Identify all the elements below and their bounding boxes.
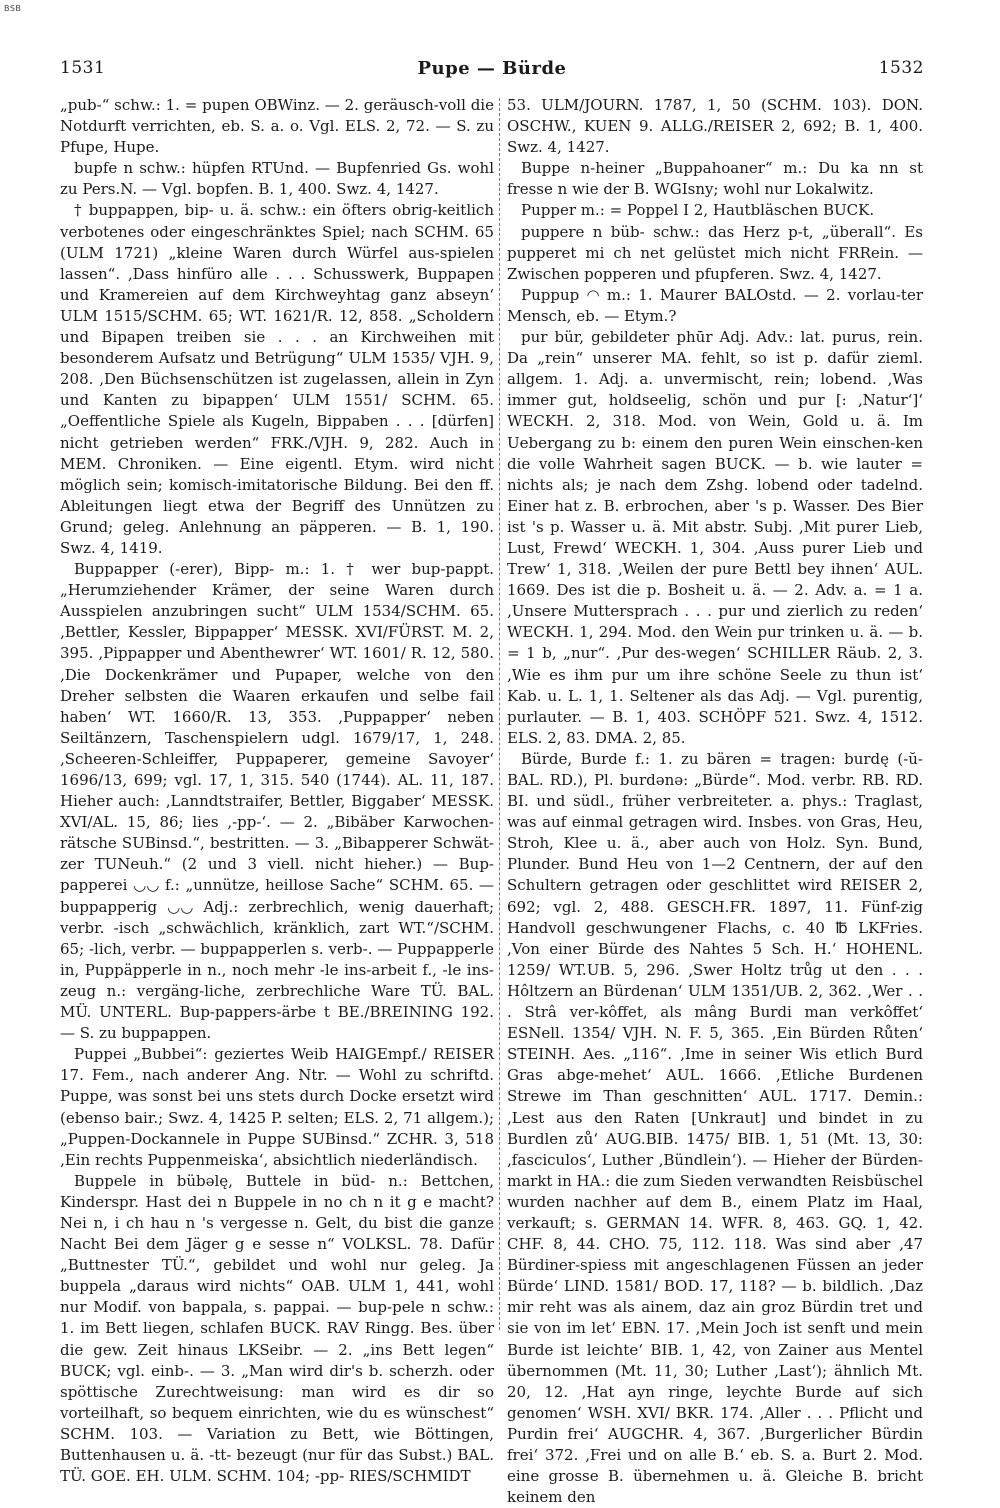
entry-continuation: 53. ULM/JOURN. 1787, 1, 50 (SCHM. 103). DON. OSCHW., KUEN 9. ALLG./REISER 2, 692; B. 1, 400. Swz. 4, 1427. bbox=[507, 96, 923, 157]
page-number-left: 1531 bbox=[60, 58, 106, 78]
column-divider bbox=[499, 98, 500, 1330]
entry-pur: pur bür, gebildeter phūr Adj. Adv.: lat. purus, rein. Da „rein“ unserer MA. fehlt, so ist p. dafür zieml. allgem. 1. Adj. a. unvermischt, rein; lobend. ‚Was immer gut, holdseelig, schön und pur [: ‚Natur‘]‘ WECKH. 2, 318. Mod. von Wein, Gold u. ä. Im Uebergang zu b: einem den puren Wein einschen-ken die volle Wahrheit sagen BUCK. — b. wie lauter = nichts als; je nach dem Zshg. lobend oder tadelnd. Einer hat z. B. erbrochen, aber 's p. Wasser. Des Bier ist 's p. Wasser u. ä. Mit abstr. Subj. ‚Mit purer Lieb, Lust, Frewd‘ WECKH. 1, 304. ‚Auss purer Lieb und Trew‘ 1, 318. ‚Weilen der pure Bettl bey ihnen‘ AUL. 1669. Des ist die p. Bosheit u. ä. — 2. Adv. a. = 1 a. ‚Unsere Muttersprach . . . pur und zierlich zu reden‘ WECKH. 1, 294. Mod. den Wein pur trinken u. ä. — b. = 1 b, „nur“. ‚Pur des-wegen‘ SCHILLER Räub. 2, 3. ‚Wie es ihm pur um ihre schöne Seele zu thun ist‘ Kab. u. L. 1, 1. Seltener als das Adj. — Vgl. purentig, purlauter. — B. 1, 403. SCHÖPF 521. Swz. 4, 1512. ELS. 2, 83. DMA. 2, 85. bbox=[507, 328, 923, 747]
entry-bupfen: bupfe n schw.: hüpfen RTUnd. — Bupfenried Gs. wohl zu Pers.N. — Vgl. bopfen. B. 1, 400. Swz. 4, 1427. bbox=[60, 159, 494, 199]
right-column bbox=[507, 95, 923, 1507]
left-column bbox=[60, 95, 494, 1486]
entry-buppapper: Buppapper (-erer), Bipp- m.: 1. † wer bup-pappt. „Herumziehender Krämer, der seine Waren durch Ausspielen anzubringen sucht“ ULM 1534/SCHM. 65. ‚Bettler, Kessler, Bippapper‘ MESSK. XVI/FÜRST. M. 2, 395. ‚Pippapper und Abenthewrer‘ WT. 1601/ R. 12, 580. ‚Die Dockenkrämer und Pupaper, welche von den Dreher selbsten die Waaren erkaufen und selbe fail haben‘ WT. 1660/R. 13, 353. ‚Puppapper‘ neben Seiltänzern, Taschenspielern udgl. 1679/17, 1, 248. ‚Scheeren-Schleiffer, Puppaperer, gemeine Savoyer‘ 1696/13, 699; vgl. 17, 1, 315. 540 (1744). AL. 11, 187. Hieher auch: ‚Lanndtstraifer, Bettler, Biggaber‘ MESSK. XVI/AL. 15, 86; lies ‚-pp-‘. — 2. „Bibäber Karwochen-rätsche SUBinsd.“, bestritten. — 3. „Bibapperer Schwät-zer TUNeuh.“ (2 und 3 viell. nicht hieher.) — Bup-papperei ◡◡ f.: „unnütze, heillose Sache“ SCHM. 65. — buppapperig ◡◡ Adj.: zerbrechlich, wenig dauerhaft; verbr. -isch „schwächlich, kränklich, zart WT.“/SCHM. 65; -lich, verbr. — buppapperlen s. verb-. — Puppapperle in, Puppäpperle in n., noch mehr -le ins-arbeit f., -le ins-zeug n.: vergäng-liche, zerbrechliche Ware TÜ. BAL. MÜ. UNTERL. Bup-pappers-ärbe t BE./BREINING 192. — S. zu buppappen. bbox=[60, 560, 494, 1043]
library-stamp: BSB bbox=[4, 4, 22, 13]
entry-buppelein: Buppele in bübəlę, Buttele in büd- n.: Bettchen, Kinderspr. Hast dei n Buppele in no ch n it g e macht? Nei n, i ch hau n 's vergesse n. Gelt, du bist die ganze Nacht Bei dem Jäger g e sesse n“ VOLKSL. 78. Dafür „Buttnester TÜ.“, gebildet und wohl nur geleg. Ja buppela „daraus wird nichts“ OAB. ULM 1, 441, wohl nur Modif. von bappala, s. pappai. — bup-pele n schw.: 1. im Bett liegen, schlafen BUCK. RAV Ringg. Bes. über die gew. Zeit hinaus LKSeibr. — 2. „ins Bett legen“ BUCK; vgl. einb-. — 3. „Man wird dir's b. scherzh. oder spöttische Zurechtweisung: man wird es dir so vorteilhaft, so bequem einrichten, wie du es wünschest“ SCHM. 103. — Variation zu Bett, wie Böttingen, Buttenhausen u. ä. -tt- bezeugt (nur für das Subst.) BAL. TÜ. GOE. EH. ULM. SCHM. 104; -pp- RIES/SCHMIDT bbox=[60, 1171, 494, 1486]
entry-puppup: Puppup ◠ m.: 1. Maurer BALOstd. — 2. vorlau-ter Mensch, eb. — Etym.? bbox=[507, 285, 923, 325]
entry-pupperen: puppere n büb- schw.: das Herz p-t, „überall“. Es pupperet mi ch net gelüstet mich nicht FRRein. — Zwischen popperen und pfupferen. Swz. 4, 1427. bbox=[507, 222, 923, 283]
entry-puppei: Puppei „Bubbei“: geziertes Weib HAIGEmpf./ REISER 17. Fem., nach anderer Ang. Ntr. — Wohl zu schriftd. Puppe, was sonst bei uns stets durch Docke ersetzt wird (ebenso bair.; Swz. 4, 1425 P. selten; ELS. 2, 71 allgem.); „Puppen-Dockannele in Puppe SUBinsd.“ ZCHR. 3, 518 ‚Ein rechts Puppenmeiska‘, absichtlich niederländisch. bbox=[60, 1045, 494, 1169]
entry-pupper: Pupper m.: = Poppel I 2, Hautbläschen BUCK. bbox=[521, 201, 875, 220]
entry-pub: „pub-“ schw.: 1. = pupen OBWinz. — 2. geräusch-voll die Notdurft verrichten, eb. S. a. o. Vgl. ELS. 2, 72. — S. zu Pfupe, Hupe. bbox=[60, 96, 494, 157]
entry-buppenheiner: Buppe n-heiner „Buppahoaner“ m.: Du ka nn st fresse n wie der B. WGIsny; wohl nur Lokalwitz. bbox=[507, 159, 923, 199]
entry-buerde: Bürde, Burde f.: 1. zu bären = tragen: burdę (-ŭ- BAL. RD.), Pl. burdənə: „Bürde“. Mod. verbr. RB. RD. BI. und südl., früher verbreiteter. a. phys.: Traglast, was auf einmal getragen wird. Insbes. von Gras, Heu, Stroh, Klee u. ä., aber auch von Holz. Syn. Bund, Plunder. Bund Heu von 1—2 Centnern, der auf den Schultern getragen oder geschlittet wird REISER 2, 692; vgl. 2, 488. GESCH.FR. 1897, 11. Fünf-zig Handvoll geschwungener Flachs, c. 40 ℔ LKFries. ‚Von einer Bürde des Nahtes 5 Sch. H.‘ HOHENL. 1259/ WT.UB. 5, 296. ‚Swer Holtz trůg ut den . . . Hôltzern an Bürdenan‘ ULM 1351/UB. 2, 362. ‚Wer . . . Strâ ver-kôffet, als mâng Burdi man verkôffet‘ ESNell. 1354/ VJH. N. F. 5, 365. ‚Ein Bürden Růten‘ STEINH. Aes. „116“. ‚Ime in seiner Wis etlich Burd Gras abge-mehet‘ AUL. 1666. ‚Etliche Burdenen Strewe im Than geschnitten‘ AUL. 1717. Demin.: ‚Lest aus den Raten [Unkraut] und bindet in zu Burdlen zů‘ AUG.BIB. 1475/ BIB. 1, 51 (Mt. 13, 30: ‚fasciculos‘, Luther ‚Bündlein‘). — Hieher der Bürden-markt in HA.: die zum Sieden verwandten Reisbüschel wurden nachher auf dem B., einem Platz im Haal, verkauft; s. GERMAN 14. WFR. 8, 463. GQ. 1, 42. CHF. 8, 44. CHO. 75, 112. 118. Was sind aber ‚47 Bürdiner-spiess mit angeschlagenen Füssen an jeder Bürde‘ LIND. 1581/ BOD. 17, 118? — b. bildlich. ‚Daz mir reht was als ainem, daz ain groz Bürdin tret und sie von im let‘ EBN. 17. ‚Mein Joch ist senft und mein Burde ist leichte‘ BIB. 1, 42, von Zainer aus Mentel übernommen (Mt. 11, 30; Luther ‚Last‘); ähnlich Mt. 20, 12. ‚Hat ayn ringe, leychte Burde auf sich genomen‘ WSH. XVI/ BKR. 174. ‚Aller . . . Pflicht und Purdin frei‘ AUGCHR. 4, 367. ‚Burgerlicher Bürdin frei‘ 372. ‚Frei und on alle B.‘ eb. S. a. Burt 2. Mod. eine grosse B. übernehmen u. ä. Gleiche B. bricht keinem den bbox=[507, 749, 923, 1507]
page-number-right: 1532 bbox=[878, 58, 924, 78]
running-title: Pupe — Bürde bbox=[417, 58, 567, 79]
page-header bbox=[60, 58, 924, 88]
entry-buppappen: † buppappen, bip- u. ä. schw.: ein öfters obrig-keitlich verbotenes oder eingeschränktes Spiel; nach SCHM. 65 (ULM 1721) „kleine Waren durch Würfel aus-spielen lassen“. ‚Dass hinfüro alle . . . Schusswerk, Buppapen und Kramereien auf dem Kirchweyhtag ganz abseyn‘ ULM 1515/SCHM. 65; WT. 1621/R. 12, 858. „Scholdern und Bipapen treiben sie . . . an Kirchweihen mit besonderem Aufsatz und Betrügung“ ULM 1535/ VJH. 9, 208. ‚Den Büchsenschützen ist zugelassen, allein in Zyn und Kanten zu bipappen‘ ULM 1551/ SCHM. 65. „Oeffentliche Spiele als Kugeln, Bippaben . . . [dürfen] nicht getrieben werden“ FRK./VJH. 9, 282. Auch in MEM. Chroniken. — Eine eigentl. Etym. wird nicht möglich sein; komisch-imitatorische Bildung. Bei den ff. Ableitungen liegt etwa der Begriff des Unnützen zu Grund; geleg. Anlehnung an päpperen. — B. 1, 190. Swz. 4, 1419. bbox=[60, 201, 494, 557]
